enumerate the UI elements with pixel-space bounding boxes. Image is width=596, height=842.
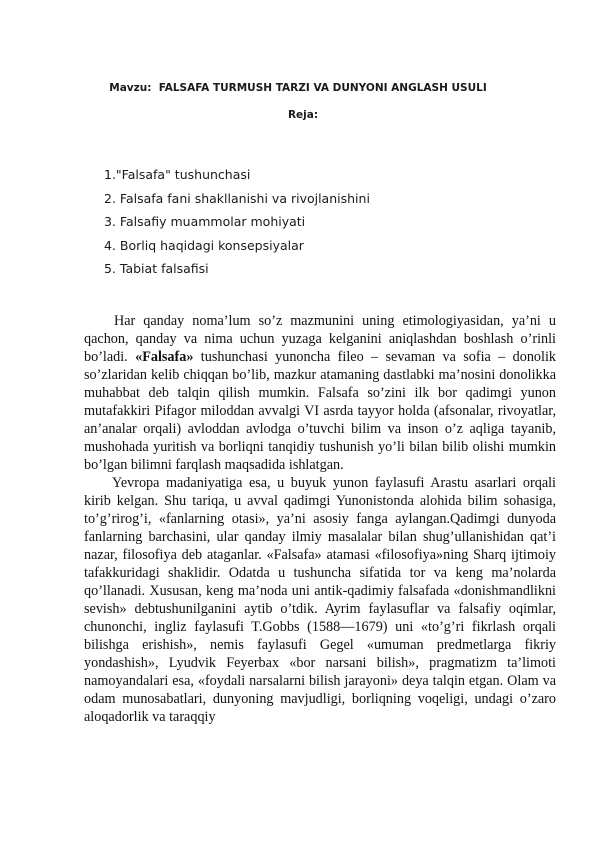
plan-item-5: 5. Tabiat falsafisi [104,261,209,276]
term-falsafa: «Falsafa» [135,349,194,365]
plan-item-4: 4. Borliq haqidagi konsepsiyalar [104,237,304,253]
topic-heading [0,82,596,94]
topic-label: Mavzu: [109,82,152,94]
paragraph-1-start: Har qanday noma’lum so’z mazmunini uning etimologiyasidan, ya’ni u qachon, qanday va nima uchun yuzaga kelganini aniqlashdan boshlash o’rinli bo’ladi. [84,313,556,365]
plan-label: Reja: [287,109,319,121]
body-text [84,312,556,726]
plan-list [104,163,370,281]
plan-item-1: 1."Falsafa" tushunchasi [104,167,251,182]
paragraph-2: Yevropa madaniyatiga esa, u buyuk yunon faylasufi Arastu asarlari orqali kirib kelgan. Shu tariqa, u avval qadimgi Yunonistonda alohida bilim sohasiga, to’g’rirog’i, «fanlarning otasi», ya’ni asosiy fanga aylangan.Qadimgi dunyoda fanlarning barchasini, ular qanday ilmiy masalalar bilan shug’ullanishidan qat’i nazar, filosofiya deb ataganlar. «Falsafa» atamasi «filosofiya»ning Sharq ijtimoiy tafakkuridagi shaklidir. Odatda u tushuncha sifatida tor va keng ma’nolarda qo’llanadi. Xususan, keng ma’noda uni antik-qadimiy falsafada «donishmandlikni sevish» debtushunilganini aytib o’tdik. Ayrim faylasuflar va falsafiy oqimlar, chunonchi, ingliz faylasufi T.Gobbs (1588—1679) uni «to’g’ri fikrlash orqali bilishga erishish», nemis faylasufi Gegel «umuman predmetlarga fikriy yondashish», Lyudvik Feyerbax «bor narsani bilish», pragmatizm ta’limoti namoyandalari esa, «foydali narsalarni bilish jarayoni» deya talqin etgan. Olam va odam munosabatlari, dunyoning mavjudligi, borliqning voqeligi, undagi o’zaro aloqadorlik va taraqqiy [84,475,556,725]
plan-heading [0,109,596,121]
plan-item-2: 2. Falsafa fani shakllanishi va rivojlanishini [104,190,370,206]
topic-title: FALSAFA TURMUSH TARZI VA DUNYONI ANGLASH USULI [158,82,487,94]
plan-item-3: 3. Falsafiy muammolar mohiyati [104,214,306,229]
paragraph-1-rest: tushunchasi yunoncha fileo – sevaman va sofia – donolik so’zlaridan kelib chiqqan bo’lib, mazkur atamaning dastlabki ma’nosini donolikka muhabbat deb talqin qilish mumkin. Falsafa so’zini ilk bor qadimgi yunon mutafakkiri Pifagor miloddan avvalgi VI asrda tayyor holda (afsonalar, rivoyatlar, an’analar orqali) avloddan avlodga o’tuvchi bilim va inson o’z aqliga tayanib, mushohada yuritish va borliqni tanqidiy tushunish yo’li bilan bilib olishi mumkin bo’lgan bilimni farqlash maqsadida ishlatgan. [84,349,557,473]
paragraph-1 [84,312,556,474]
